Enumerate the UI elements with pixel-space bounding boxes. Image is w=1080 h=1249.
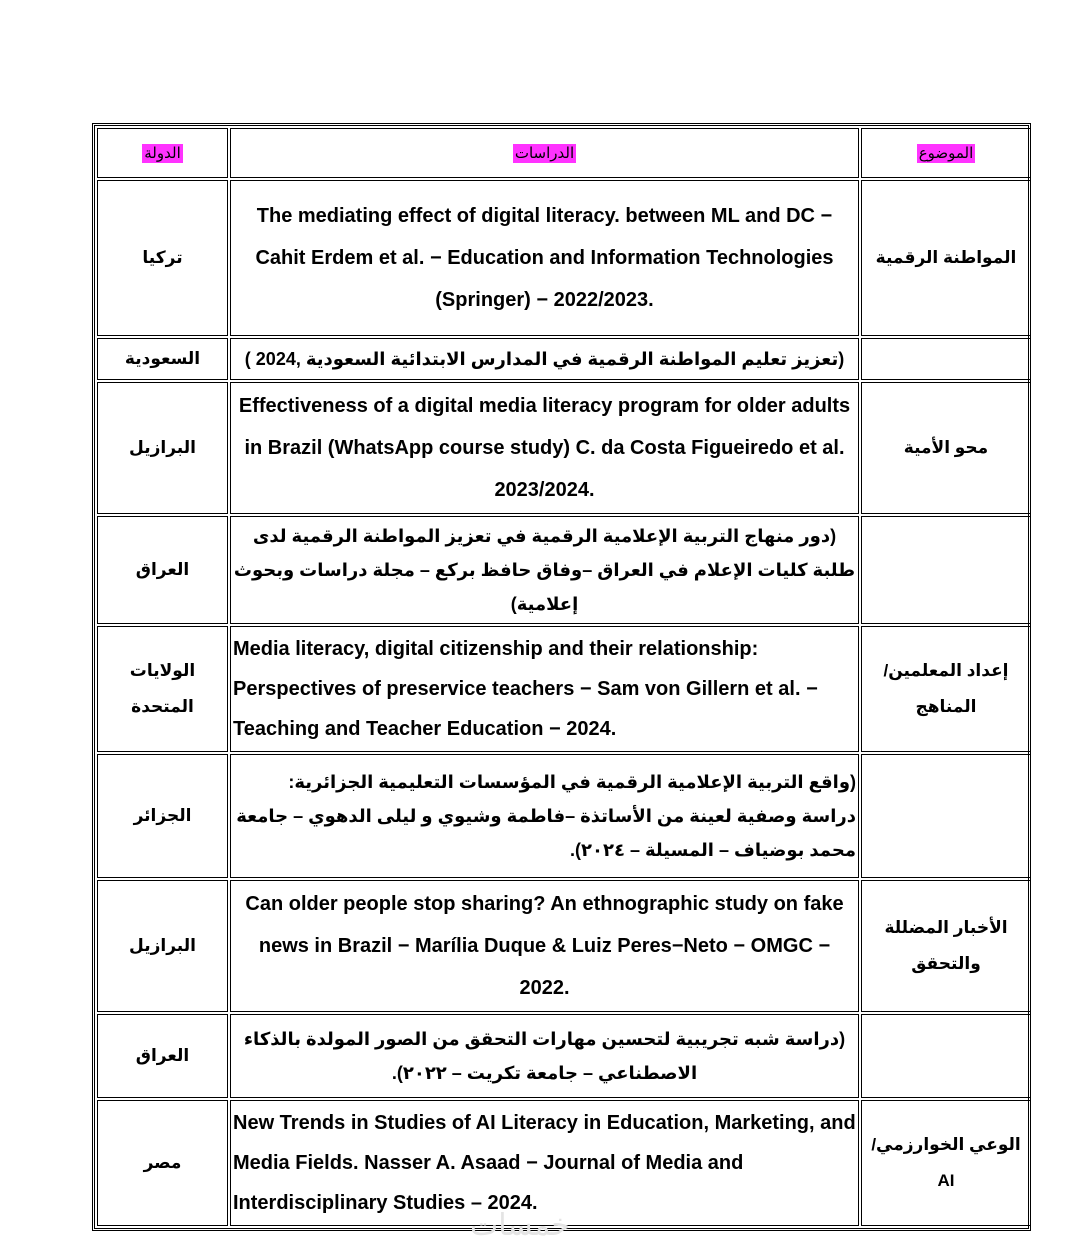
header-studies: الدراسات (230, 128, 859, 178)
table-row (97, 626, 1031, 752)
study-cell: Media literacy, digital citizenship and their relationship: Perspectives of preservice teachers − Sam von Gillern et al. − Teaching and Teacher Education − 2024. (230, 626, 859, 752)
topic-cell: إعداد المعلمين/المناهج (861, 626, 1031, 752)
header-topic: الموضوع (861, 128, 1031, 178)
country-cell: الجزائر (97, 754, 228, 878)
studies-table (92, 123, 1031, 1231)
study-cell: Can older people stop sharing? An ethnographic study on fake news in Brazil − Marília Duque & Luiz Peres−Neto − OMGC − 2022. (230, 880, 859, 1012)
table-row (97, 516, 1031, 624)
country-cell: العراق (97, 516, 228, 624)
country-cell: البرازيل (97, 382, 228, 514)
study-cell: Effectiveness of a digital media literacy program for older adults in Brazil (WhatsApp course study) C. da Costa Figueiredo et al. 2023/2024. (230, 382, 859, 514)
table-row (97, 754, 1031, 878)
topic-cell: الأخبار المضللة والتحقق (861, 880, 1031, 1012)
header-row (97, 128, 1031, 178)
country-cell: الولايات المتحدة (97, 626, 228, 752)
study-cell: New Trends in Studies of AI Literacy in Education, Marketing, and Media Fields. Nasser A. Asaad − Journal of Media and Interdisciplinary Studies – 2024. (230, 1100, 859, 1226)
header-country: الدولة (97, 128, 228, 178)
watermark-text: خمسات (470, 1209, 571, 1242)
study-cell: (دراسة شبه تجريبية لتحسين مهارات التحقق من الصور المولدة بالذكاء الاصطناعي – جامعة تكريت – ٢٠٢٢). (230, 1014, 859, 1098)
study-cell: (دور منهاج التربية الإعلامية الرقمية في تعزيز المواطنة الرقمية لدى طلبة كليات الإعلام في العراق –وفاق حافظ بركع – مجلة دراسات وبحوث إعلامية) (230, 516, 859, 624)
topic-cell: المواطنة الرقمية (861, 180, 1031, 336)
topic-cell: محو الأمية (861, 382, 1031, 514)
topic-cell: الوعي الخوارزمي/ AI (861, 1100, 1031, 1226)
country-cell: تركيا (97, 180, 228, 336)
study-cell: (تعزيز تعليم المواطنة الرقمية في المدارس الابتدائية السعودية ,2024 ) (230, 338, 859, 380)
table-row (97, 1014, 1031, 1098)
country-cell: البرازيل (97, 880, 228, 1012)
table-row (97, 180, 1031, 336)
topic-cell (861, 516, 1031, 624)
country-cell: العراق (97, 1014, 228, 1098)
topic-cell (861, 338, 1031, 380)
table-row (97, 338, 1031, 380)
country-cell: مصر (97, 1100, 228, 1226)
topic-cell (861, 1014, 1031, 1098)
country-cell: السعودية (97, 338, 228, 380)
table-row (97, 382, 1031, 514)
study-cell: The mediating effect of digital literacy. between ML and DC − Cahit Erdem et al. − Education and Information Technologies (Springer) − 2022/2023. (230, 180, 859, 336)
study-cell: (واقع التربية الإعلامية الرقمية في المؤسسات التعليمية الجزائرية: دراسة وصفية لعينة من الأساتذة –فاطمة وشيوي و ليلى الدهوي – جامعة محمد بوضياف – المسيلة – ٢٠٢٤). (230, 754, 859, 878)
table-row (97, 880, 1031, 1012)
topic-cell (861, 754, 1031, 878)
